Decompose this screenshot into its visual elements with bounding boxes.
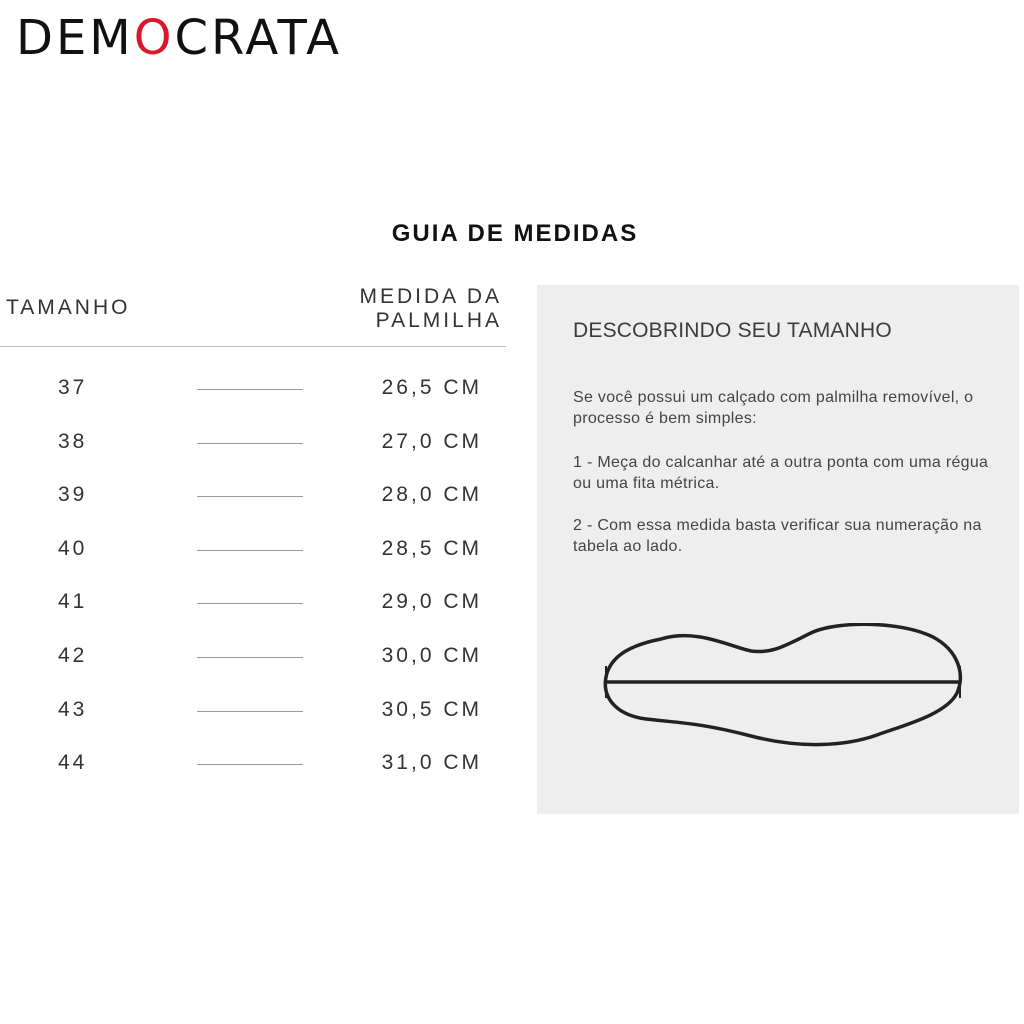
measure-cell: 29,0 CM — [381, 590, 482, 614]
brand-logo-prefix: DEM — [16, 10, 134, 66]
instructions-panel — [537, 285, 1019, 814]
table-row — [0, 576, 510, 630]
size-cell: 40 — [58, 536, 88, 560]
header-divider — [0, 346, 506, 347]
brand-logo-accent: O — [133, 10, 175, 66]
size-column-header: TAMANHO — [6, 296, 131, 319]
measure-cell: 30,0 CM — [381, 643, 482, 667]
panel-intro: Se você possui um calçado com palmilha removível, o processo é bem simples: — [573, 389, 974, 427]
measure-column-header — [340, 285, 502, 333]
table-row — [0, 684, 510, 738]
table-row — [0, 362, 510, 416]
size-cell: 39 — [58, 483, 88, 507]
measure-cell: 28,5 CM — [381, 536, 482, 560]
row-connector — [197, 711, 303, 712]
row-connector — [197, 443, 303, 444]
brand-logo-suffix: CRATA — [174, 10, 342, 66]
size-cell: 44 — [58, 751, 88, 775]
row-connector — [197, 657, 303, 658]
page-title: GUIA DE MEDIDAS — [391, 220, 639, 247]
table-row — [0, 630, 510, 684]
measure-cell: 27,0 CM — [381, 429, 482, 453]
size-cell: 38 — [58, 429, 88, 453]
row-connector — [197, 496, 303, 497]
panel-title: DESCOBRINDO SEU TAMANHO — [573, 319, 892, 342]
table-row — [0, 416, 510, 470]
table-row — [0, 469, 510, 523]
row-connector — [197, 550, 303, 551]
row-connector — [197, 603, 303, 604]
panel-step-1: 1 - Meça do calcanhar até a outra ponta com uma régua ou uma fita métrica. — [573, 454, 989, 492]
row-connector — [197, 764, 303, 765]
panel-step-2: 2 - Com essa medida basta verificar sua numeração na tabela ao lado. — [573, 517, 982, 555]
size-cell: 42 — [58, 643, 88, 667]
measure-header-line-1: MEDIDA DA — [359, 285, 502, 308]
size-cell: 37 — [58, 376, 88, 399]
size-table — [0, 362, 510, 791]
size-cell: 41 — [58, 590, 88, 614]
measure-cell: 28,0 CM — [381, 483, 482, 507]
insole-icon — [601, 623, 965, 757]
measure-header-line-2: PALMILHA — [375, 309, 502, 332]
table-row — [0, 523, 510, 577]
measure-cell: 31,0 CM — [381, 751, 482, 775]
size-cell: 43 — [58, 697, 88, 721]
row-connector — [197, 389, 303, 390]
table-row — [0, 737, 510, 791]
brand-logo — [16, 8, 342, 68]
measure-cell: 26,5 CM — [381, 376, 482, 399]
measure-cell: 30,5 CM — [381, 697, 482, 721]
